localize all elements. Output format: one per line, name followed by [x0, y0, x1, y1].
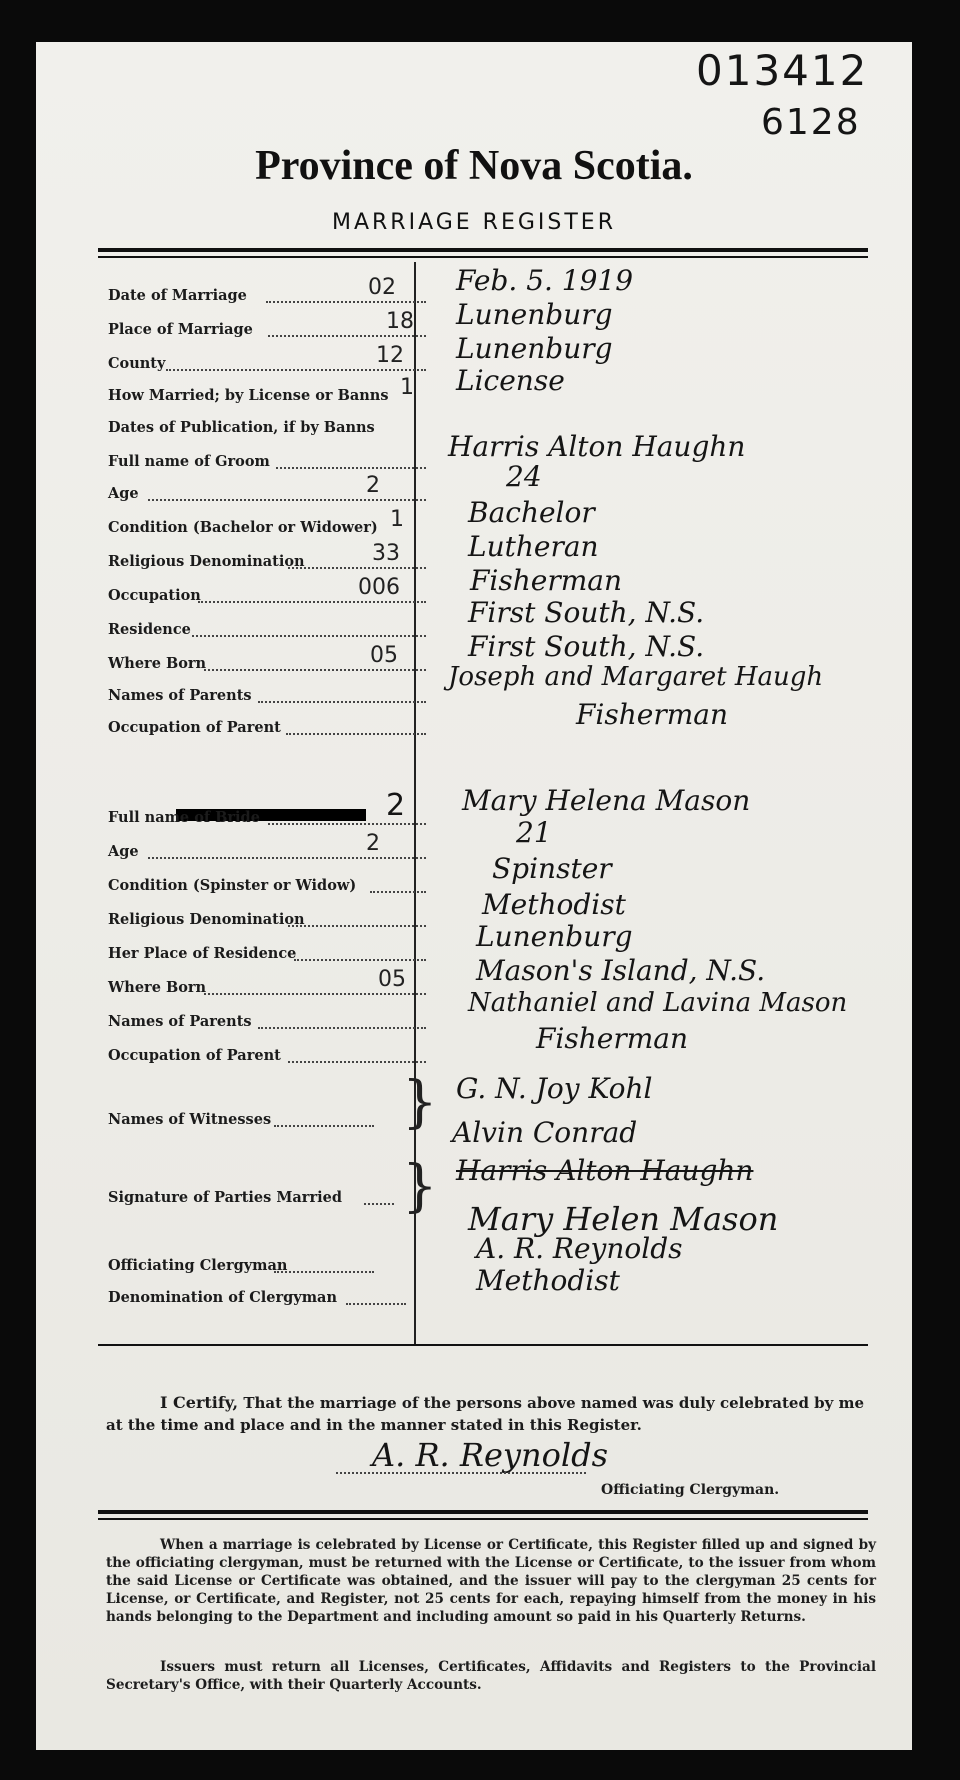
- field-code: 2: [366, 473, 380, 498]
- field-label: Age: [108, 843, 139, 860]
- field-row: [108, 309, 468, 347]
- field-label: Religious Denomination: [108, 553, 305, 570]
- dotted-leader: [148, 857, 426, 859]
- dotted-leader: [204, 669, 426, 671]
- certification-text: [106, 1392, 866, 1436]
- field-value: Harris Alton Haughn: [448, 430, 746, 463]
- dotted-leader: [288, 925, 426, 927]
- party-bride-signature: Mary Helen Mason: [468, 1200, 779, 1238]
- parties-brace: }: [402, 1154, 438, 1219]
- field-value: Joseph and Margaret Haugh: [448, 662, 824, 692]
- form-subtitle: MARRIAGE REGISTER: [331, 210, 616, 235]
- field-code: 33: [372, 541, 400, 566]
- field-code: 05: [378, 967, 406, 992]
- notice-paragraph-1: When a marriage is celebrated by License or Certificate, this Register filled up and signed by the officiating clergyman, must be returned with the License or Certificate, to the issuer from whom the said License or Certificate was obtained, and the issuer will pay to the clergyman 25 cents for License, or Certificate, and Register, not 25 cents for each, repaying himself from the money in his hands belonging to the Department and including amount so paid in his Quarterly Returns.: [106, 1537, 876, 1625]
- field-label: Full name of Bride: [108, 809, 260, 826]
- field-label: Occupation of Parent: [108, 719, 281, 736]
- dotted-leader: [166, 369, 426, 371]
- field-row: [108, 643, 468, 681]
- dotted-leader: [274, 1271, 374, 1273]
- field-label: Condition (Spinster or Widow): [108, 877, 357, 894]
- field-value: 24: [506, 460, 542, 493]
- reference-number: 013412: [696, 46, 869, 95]
- clergy-denomination: Methodist: [476, 1264, 620, 1297]
- field-label: Signature of Parties Married: [108, 1189, 342, 1206]
- field-row: [108, 831, 468, 869]
- field-label: Condition (Bachelor or Widower): [108, 519, 378, 536]
- field-label: Full name of Groom: [108, 453, 270, 470]
- field-value: Fisherman: [470, 564, 623, 597]
- field-row: [108, 375, 468, 413]
- field-row: [108, 473, 468, 511]
- notice-paragraph-2: Issuers must return all Licenses, Certificates, Affidavits and Registers to the Provincial Secretary's Office, with their Quarterly Accounts.: [106, 1659, 876, 1693]
- field-row: [108, 541, 468, 579]
- clergy-name: A. R. Reynolds: [476, 1232, 683, 1265]
- field-code: 02: [368, 275, 396, 300]
- field-row: [108, 507, 468, 545]
- field-value: Mary Helena Mason: [462, 784, 751, 817]
- certify-lead: I Certify,: [160, 1393, 239, 1412]
- field-value: Lutheran: [468, 530, 599, 563]
- register-form: [36, 42, 912, 1750]
- dotted-leader: [346, 1303, 406, 1305]
- field-value: Nathaniel and Lavina Mason: [468, 988, 848, 1018]
- field-label: Her Place of Residence: [108, 945, 297, 962]
- dotted-leader: [288, 1061, 426, 1063]
- field-code: 05: [370, 643, 398, 668]
- dotted-leader: [268, 823, 426, 825]
- field-label: Religious Denomination: [108, 911, 305, 928]
- field-label: Age: [108, 485, 139, 502]
- field-label: Names of Parents: [108, 687, 252, 704]
- divider-mid: [98, 1344, 868, 1346]
- field-value: Bachelor: [468, 496, 595, 529]
- field-row: [108, 275, 468, 313]
- certify-body: That the marriage of the persons above named was duly celebrated by me at the time and place and in the manner stated in this Register.: [106, 1394, 864, 1434]
- dotted-leader: [276, 467, 426, 469]
- clergy-signature: A. R. Reynolds: [372, 1436, 609, 1474]
- field-label: Residence: [108, 621, 191, 638]
- dotted-leader: [268, 335, 426, 337]
- field-label: County: [108, 355, 166, 372]
- witness-2: Alvin Conrad: [452, 1116, 638, 1149]
- field-value: Feb. 5. 1919: [456, 264, 634, 297]
- field-code: 1: [400, 375, 414, 400]
- field-row: [108, 877, 468, 903]
- dotted-leader: [192, 635, 426, 637]
- dotted-leader: [286, 733, 426, 735]
- field-code: 18: [386, 309, 414, 334]
- field-value: Spinster: [492, 852, 612, 885]
- clergy-row: [108, 1289, 468, 1315]
- field-row: [108, 575, 468, 613]
- separator-code: 2: [386, 788, 406, 823]
- field-value: Fisherman: [536, 1022, 689, 1055]
- dotted-leader: [204, 993, 426, 995]
- divider-bottom: [98, 1510, 868, 1514]
- dotted-leader: [370, 891, 426, 893]
- field-label: Where Born: [108, 655, 207, 672]
- form-title: Province of Nova Scotia.: [255, 143, 693, 189]
- field-value: Lunenburg: [456, 298, 613, 331]
- field-label: Names of Parents: [108, 1013, 252, 1030]
- field-value: First South, N.S.: [468, 596, 705, 629]
- field-value: Methodist: [482, 888, 626, 921]
- clergy-row: [108, 1257, 468, 1283]
- field-code: 12: [376, 343, 404, 368]
- dotted-leader: [258, 1027, 426, 1029]
- divider-top: [98, 248, 868, 252]
- field-label: Officiating Clergyman: [108, 1257, 288, 1274]
- signature-line: [336, 1472, 586, 1474]
- field-row: [108, 911, 468, 937]
- field-label: Where Born: [108, 979, 207, 996]
- field-code: 1: [390, 507, 404, 532]
- field-value: Lunenburg: [456, 332, 613, 365]
- field-label: Names of Witnesses: [108, 1111, 272, 1128]
- field-label: Occupation: [108, 587, 201, 604]
- field-code: 006: [358, 575, 400, 600]
- dotted-leader: [364, 1203, 394, 1205]
- dotted-leader: [274, 1125, 374, 1127]
- field-label: How Married; by License or Banns: [108, 387, 389, 404]
- field-row: [108, 719, 468, 745]
- field-value: First South, N.S.: [468, 630, 705, 663]
- field-value: Fisherman: [576, 698, 729, 731]
- field-row: [108, 453, 468, 479]
- dotted-leader: [294, 959, 426, 961]
- field-row: [108, 967, 468, 1005]
- field-row: [108, 809, 468, 835]
- field-row: [108, 419, 468, 445]
- field-value: Lunenburg: [476, 920, 633, 953]
- field-row: [108, 945, 468, 971]
- field-row: [108, 687, 468, 713]
- field-value: License: [456, 364, 565, 397]
- dotted-leader: [258, 701, 426, 703]
- dotted-leader: [288, 567, 426, 569]
- dotted-leader: [266, 301, 426, 303]
- divider-top-thin: [98, 256, 868, 258]
- witnesses-brace: }: [402, 1070, 438, 1135]
- party-groom-signature: Harris Alton Haughn: [456, 1154, 754, 1187]
- reference-number-2: 6128: [761, 102, 861, 143]
- field-value: Mason's Island, N.S.: [476, 954, 766, 987]
- field-code: 2: [366, 831, 380, 856]
- field-label: Date of Marriage: [108, 287, 247, 304]
- witness-1: G. N. Joy Kohl: [456, 1072, 653, 1105]
- field-row: [108, 343, 468, 381]
- field-label: Place of Marriage: [108, 321, 253, 338]
- field-row: [108, 621, 468, 647]
- field-value: 21: [516, 816, 552, 849]
- field-label: Denomination of Clergyman: [108, 1289, 337, 1306]
- field-row: [108, 1013, 468, 1039]
- field-label: Occupation of Parent: [108, 1047, 281, 1064]
- field-label: Dates of Publication, if by Banns: [108, 419, 375, 436]
- divider-bottom-thin: [98, 1518, 868, 1520]
- signature-title: Officiating Clergyman.: [601, 1482, 780, 1498]
- dotted-leader: [148, 499, 426, 501]
- dotted-leader: [198, 601, 426, 603]
